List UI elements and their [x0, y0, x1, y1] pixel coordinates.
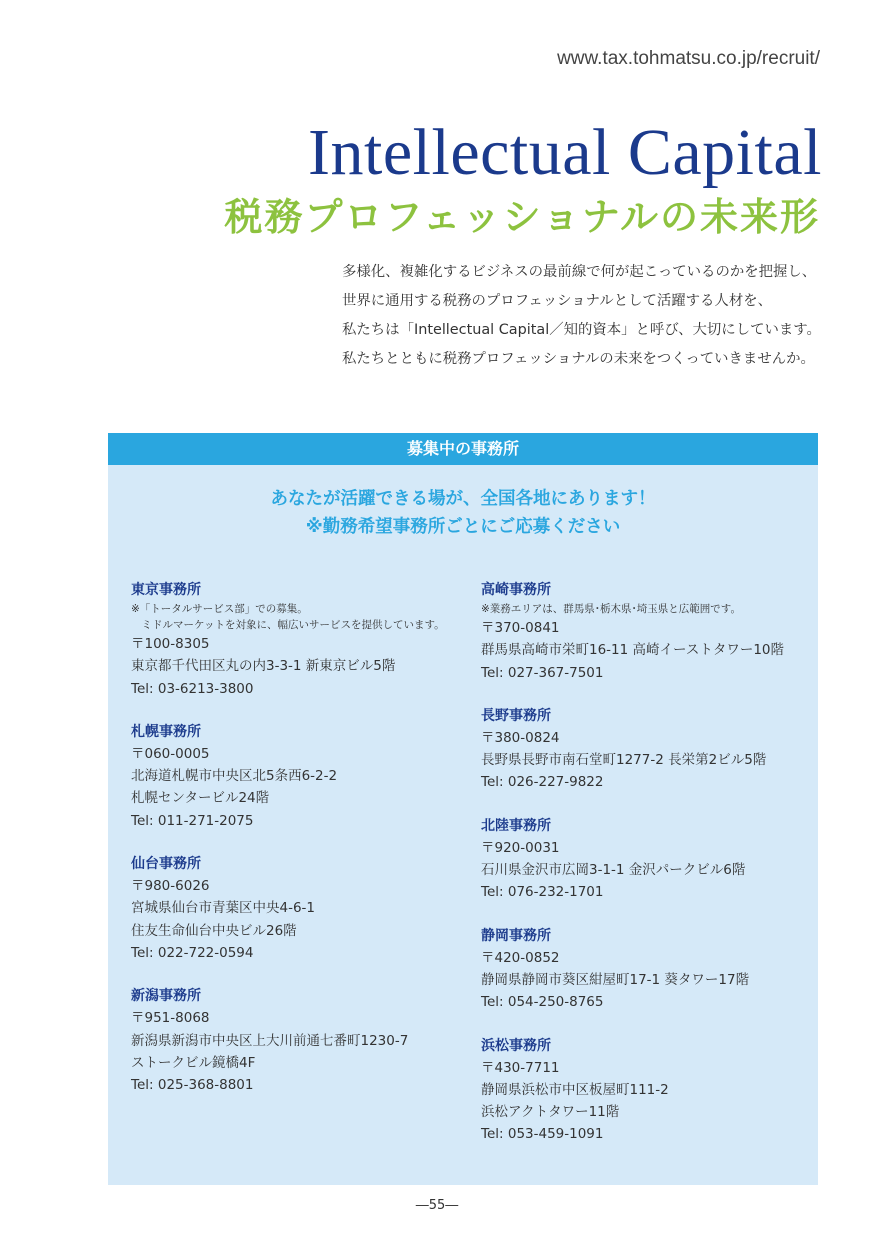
office-name: 東京事務所: [131, 582, 201, 598]
office-name: 高崎事務所: [481, 582, 551, 598]
office-address: 札幌センタービル24階: [131, 790, 270, 807]
office-note: ※「トータルサービス部」での募集。: [131, 603, 308, 615]
office-tel: Tel: 053-459-1091: [481, 1126, 604, 1143]
office-hokuriku: [481, 815, 811, 904]
office-tel: Tel: 054-250-8765: [481, 994, 604, 1011]
panel-headline: [108, 485, 818, 541]
offices-left-column: [131, 579, 461, 1117]
office-nagano: [481, 705, 811, 794]
office-tel: Tel: 025-368-8801: [131, 1077, 254, 1094]
office-postal: 〒060-0005: [131, 745, 210, 762]
office-postal: 〒380-0824: [481, 729, 560, 746]
title-english: Intellectual Capital: [308, 116, 822, 189]
office-hamamatsu: [481, 1035, 811, 1146]
office-address: ストークビル鏡橋4F: [131, 1054, 256, 1071]
office-address: 宮城県仙台市青葉区中央4-6-1: [131, 900, 316, 917]
office-postal: 〒430-7711: [481, 1059, 560, 1076]
office-name: 仙台事務所: [131, 856, 201, 873]
office-tel: Tel: 027-367-7501: [481, 664, 604, 681]
headline-line: ※勤務希望事務所ごとにご応募ください: [305, 517, 621, 537]
office-name: 北陸事務所: [481, 817, 551, 834]
office-postal: 〒951-8068: [131, 1010, 210, 1027]
panel-header: 募集中の事務所: [108, 433, 818, 465]
office-takasaki: [481, 579, 811, 684]
office-shizuoka: [481, 925, 811, 1014]
office-address: 静岡県静岡市葵区紺屋町17-1 葵タワー17階: [481, 971, 750, 988]
headline-line: あなたが活躍できる場が、全国各地にあります！: [270, 489, 656, 509]
office-postal: 〒420-0852: [481, 949, 560, 966]
office-address: 住友生命仙台中央ビル26階: [131, 922, 297, 939]
offices-right-column: [481, 579, 811, 1167]
intro-text: [342, 258, 842, 374]
title-japanese: 税務プロフェッショナルの未来形: [224, 194, 820, 239]
office-address: 群馬県高崎市栄町16-11 高崎イーストタワー10階: [481, 642, 785, 659]
office-postal: 〒980-6026: [131, 878, 210, 895]
intro-line: 私たちは「Intellectual Capital／知的資本」と呼び、大切にしています。: [342, 322, 821, 338]
office-note: ※業務エリアは、群馬県･栃木県･埼玉県と広範囲です。: [481, 603, 741, 615]
office-tel: Tel: 076-232-1701: [481, 884, 604, 901]
office-note: ミドルマーケットを対象に、幅広いサービスを提供しています。: [131, 619, 445, 631]
office-postal: 〒370-0841: [481, 620, 560, 636]
office-tokyo: [131, 579, 461, 700]
recruiting-offices-panel: [108, 433, 818, 1185]
office-sapporo: [131, 721, 461, 832]
office-niigata: [131, 985, 461, 1096]
office-postal: 〒920-0031: [481, 839, 560, 856]
office-tel: Tel: 026-227-9822: [481, 774, 604, 791]
office-address: 石川県金沢市広岡3-1-1 金沢パークビル6階: [481, 862, 746, 879]
page-number: ―55―: [415, 1198, 459, 1213]
office-address: 北海道札幌市中央区北5条西6-2-2: [131, 768, 338, 785]
office-address: 東京都千代田区丸の内3-3-1 新東京ビル5階: [131, 658, 396, 675]
office-sendai: [131, 853, 461, 964]
office-postal: 〒100-8305: [131, 636, 210, 652]
intro-line: 多様化、複雑化するビジネスの最前線で何が起こっているのかを把握し、: [342, 264, 817, 280]
office-address: 静岡県浜松市中区板屋町111-2: [481, 1081, 669, 1098]
office-tel: Tel: 011-271-2075: [131, 812, 254, 829]
office-tel: Tel: 022-722-0594: [131, 944, 254, 961]
office-address: 長野県長野市南石堂町1277-2 長栄第2ビル5階: [481, 752, 767, 769]
office-name: 静岡事務所: [481, 927, 551, 944]
office-name: 浜松事務所: [481, 1037, 551, 1054]
office-tel: Tel: 03-6213-3800: [131, 680, 254, 697]
recruit-url[interactable]: www.tax.tohmatsu.co.jp/recruit/: [557, 48, 820, 69]
office-address: 新潟県新潟市中央区上大川前通七番町1230-7: [131, 1032, 409, 1049]
office-name: 新潟事務所: [131, 988, 201, 1005]
intro-line: 私たちとともに税務プロフェッショナルの未来をつくっていきませんか。: [342, 351, 815, 367]
intro-line: 世界に通用する税務のプロフェッショナルとして活躍する人材を、: [342, 293, 772, 309]
office-name: 札幌事務所: [131, 723, 201, 740]
office-address: 浜松アクトタワー11階: [481, 1104, 620, 1121]
office-name: 長野事務所: [481, 707, 551, 724]
